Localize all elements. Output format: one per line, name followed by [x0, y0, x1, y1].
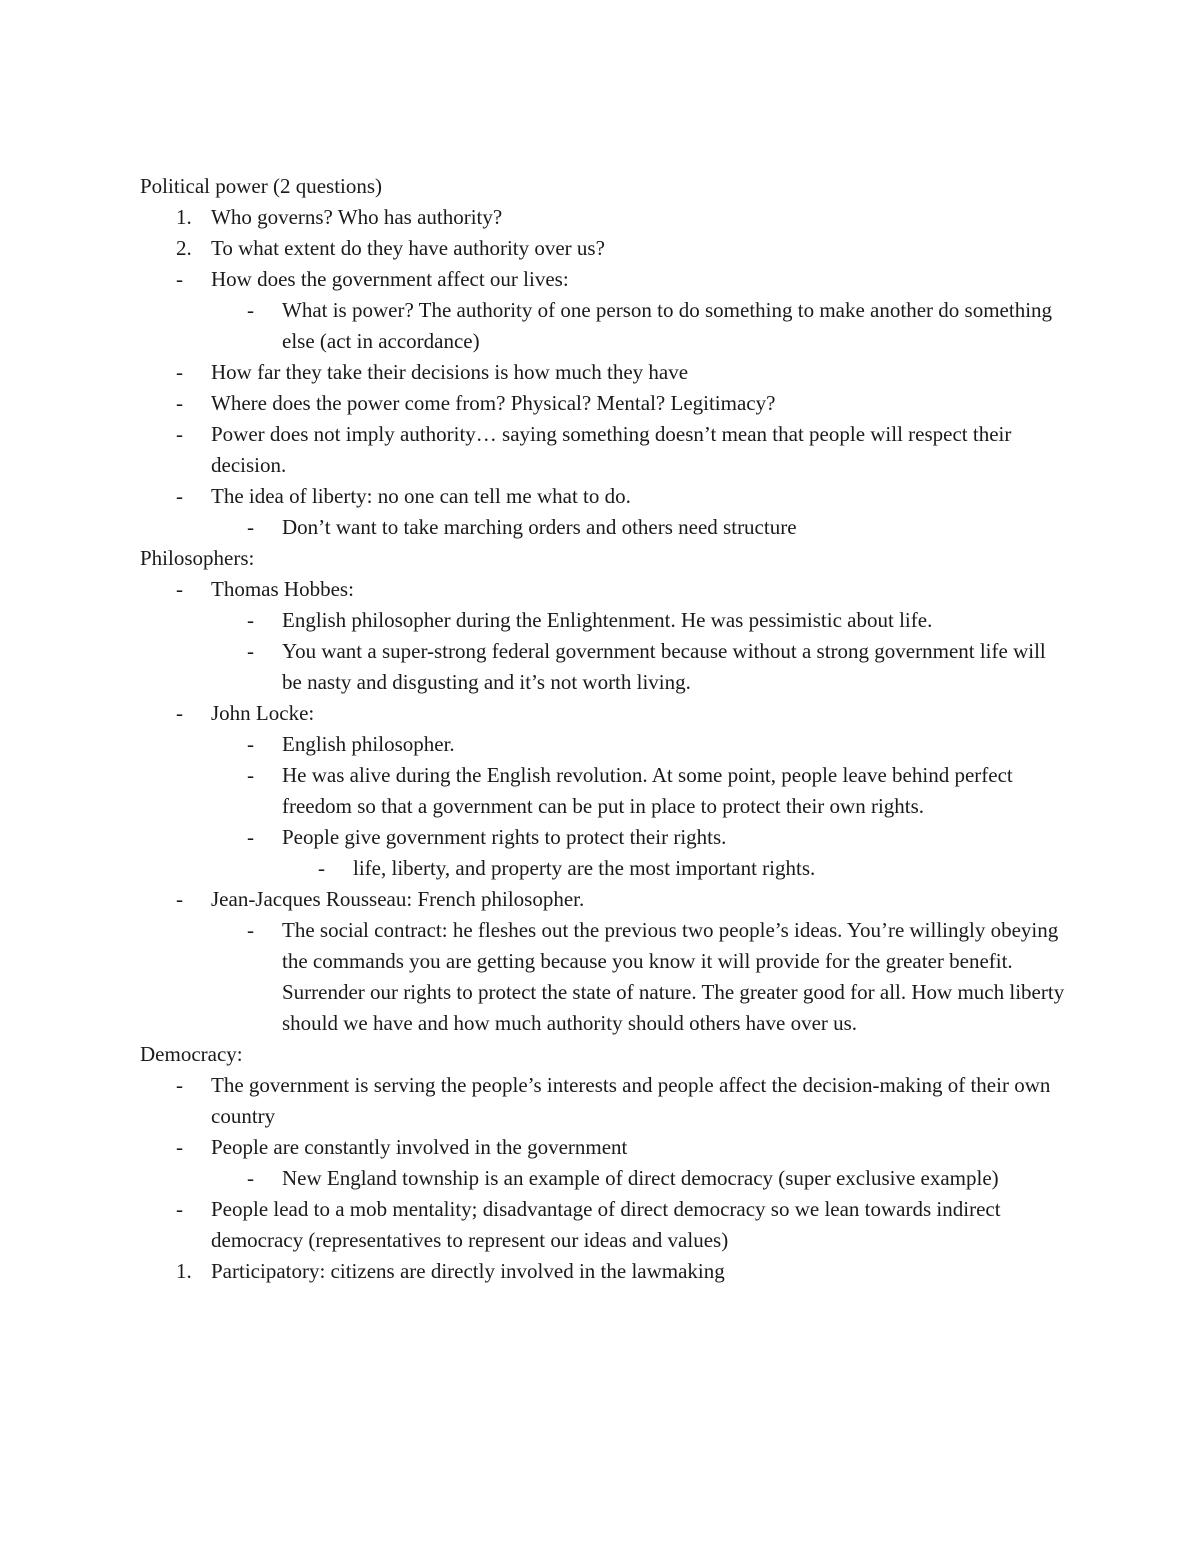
list-item [140, 1070, 1070, 1132]
list-item [140, 357, 1070, 388]
bullet-dash: - [176, 701, 183, 725]
list-item [140, 1132, 1070, 1163]
bullet-dash: - [176, 1197, 183, 1221]
bullet-dash: - [176, 484, 183, 508]
list-item [140, 1194, 1070, 1256]
list-item [140, 605, 1070, 636]
list-item [140, 512, 1070, 543]
list-item [140, 729, 1070, 760]
list-item-text: He was alive during the English revolution. At some point, people leave behind perfect freedom so that a government can be put in place to protect their own rights. [282, 763, 1013, 818]
list-item [140, 698, 1070, 729]
bullet-dash: - [247, 298, 254, 322]
bullet-dash: - [176, 1073, 183, 1097]
section-heading-democracy: Democracy: [140, 1042, 243, 1066]
list-number: 1. [176, 205, 192, 229]
list-item-text: Power does not imply authority… saying something doesn’t mean that people will respect their decision. [211, 422, 1012, 477]
list-item-text: People are constantly involved in the government [211, 1135, 628, 1159]
list-item-text: How does the government affect our lives: [211, 267, 569, 291]
bullet-dash: - [247, 825, 254, 849]
bullet-dash: - [247, 608, 254, 632]
bullet-dash: - [176, 360, 183, 384]
section-heading-philosophers: Philosophers: [140, 546, 255, 570]
list-item-text: John Locke: [211, 701, 315, 725]
list-item [140, 388, 1070, 419]
bullet-dash: - [176, 577, 183, 601]
list-item-text: Where does the power come from? Physical? Mental? Legitimacy? [211, 391, 776, 415]
list-item-text: Participatory: citizens are directly involved in the lawmaking [211, 1259, 725, 1283]
list-item [140, 636, 1070, 698]
bullet-dash: - [176, 391, 183, 415]
list-item-text: English philosopher during the Enlightenment. He was pessimistic about life. [282, 608, 933, 632]
list-item [140, 295, 1070, 357]
list-item-text: Don’t want to take marching orders and others need structure [282, 515, 797, 539]
list-item [140, 760, 1070, 822]
bullet-dash: - [247, 515, 254, 539]
list-item-text: life, liberty, and property are the most important rights. [353, 856, 816, 880]
list-item [140, 481, 1070, 512]
bullet-dash: - [176, 267, 183, 291]
list-item-text: The social contract: he fleshes out the previous two people’s ideas. You’re willingly obeying the commands you are getting because you know it will provide for the greater benefit. Surrender our rights to protect the state of nature. The greater good for all. How much liberty should we have and how much authority should others have over us. [282, 918, 1065, 1035]
list-number: 1. [176, 1259, 192, 1283]
bullet-dash: - [247, 918, 254, 942]
bullet-dash: - [247, 763, 254, 787]
bullet-dash: - [247, 1166, 254, 1190]
list-item-text: You want a super-strong federal government because without a strong government life will be nasty and disgusting and it’s not worth living. [282, 639, 1046, 694]
bullet-dash: - [247, 639, 254, 663]
list-item-text: New England township is an example of direct democracy (super exclusive example) [282, 1166, 999, 1190]
list-item [140, 233, 1070, 264]
bullet-dash: - [176, 887, 183, 911]
list-item-text: The idea of liberty: no one can tell me what to do. [211, 484, 631, 508]
notes-body [140, 171, 1070, 1287]
list-item-text: The government is serving the people’s interests and people affect the decision-making of their own country [211, 1073, 1051, 1128]
list-item-text: People lead to a mob mentality; disadvantage of direct democracy so we lean towards indirect democracy (representatives to represent our ideas and values) [211, 1197, 1001, 1252]
list-item [140, 419, 1070, 481]
bullet-dash: - [318, 856, 325, 880]
list-item [140, 884, 1070, 915]
list-item-text: Jean-Jacques Rousseau: French philosopher. [211, 887, 585, 911]
list-item [140, 1256, 1070, 1287]
list-item [140, 574, 1070, 605]
bullet-dash: - [176, 422, 183, 446]
section-heading-political-power: Political power (2 questions) [140, 174, 383, 198]
list-item-text: What is power? The authority of one person to do something to make another do something else (act in accordance) [282, 298, 1053, 353]
list-item-text: People give government rights to protect their rights. [282, 825, 727, 849]
bullet-dash: - [176, 1135, 183, 1159]
list-item [140, 915, 1070, 1039]
list-item-text: Who governs? Who has authority? [211, 205, 503, 229]
list-item-text: Thomas Hobbes: [211, 577, 354, 601]
list-item [140, 264, 1070, 295]
list-item-text: English philosopher. [282, 732, 455, 756]
list-item-text: How far they take their decisions is how much they have [211, 360, 689, 384]
list-item [140, 202, 1070, 233]
list-number: 2. [176, 236, 192, 260]
list-item-text: To what extent do they have authority over us? [211, 236, 605, 260]
list-item [140, 1163, 1070, 1194]
list-item [140, 853, 1070, 884]
list-item [140, 822, 1070, 853]
bullet-dash: - [247, 732, 254, 756]
